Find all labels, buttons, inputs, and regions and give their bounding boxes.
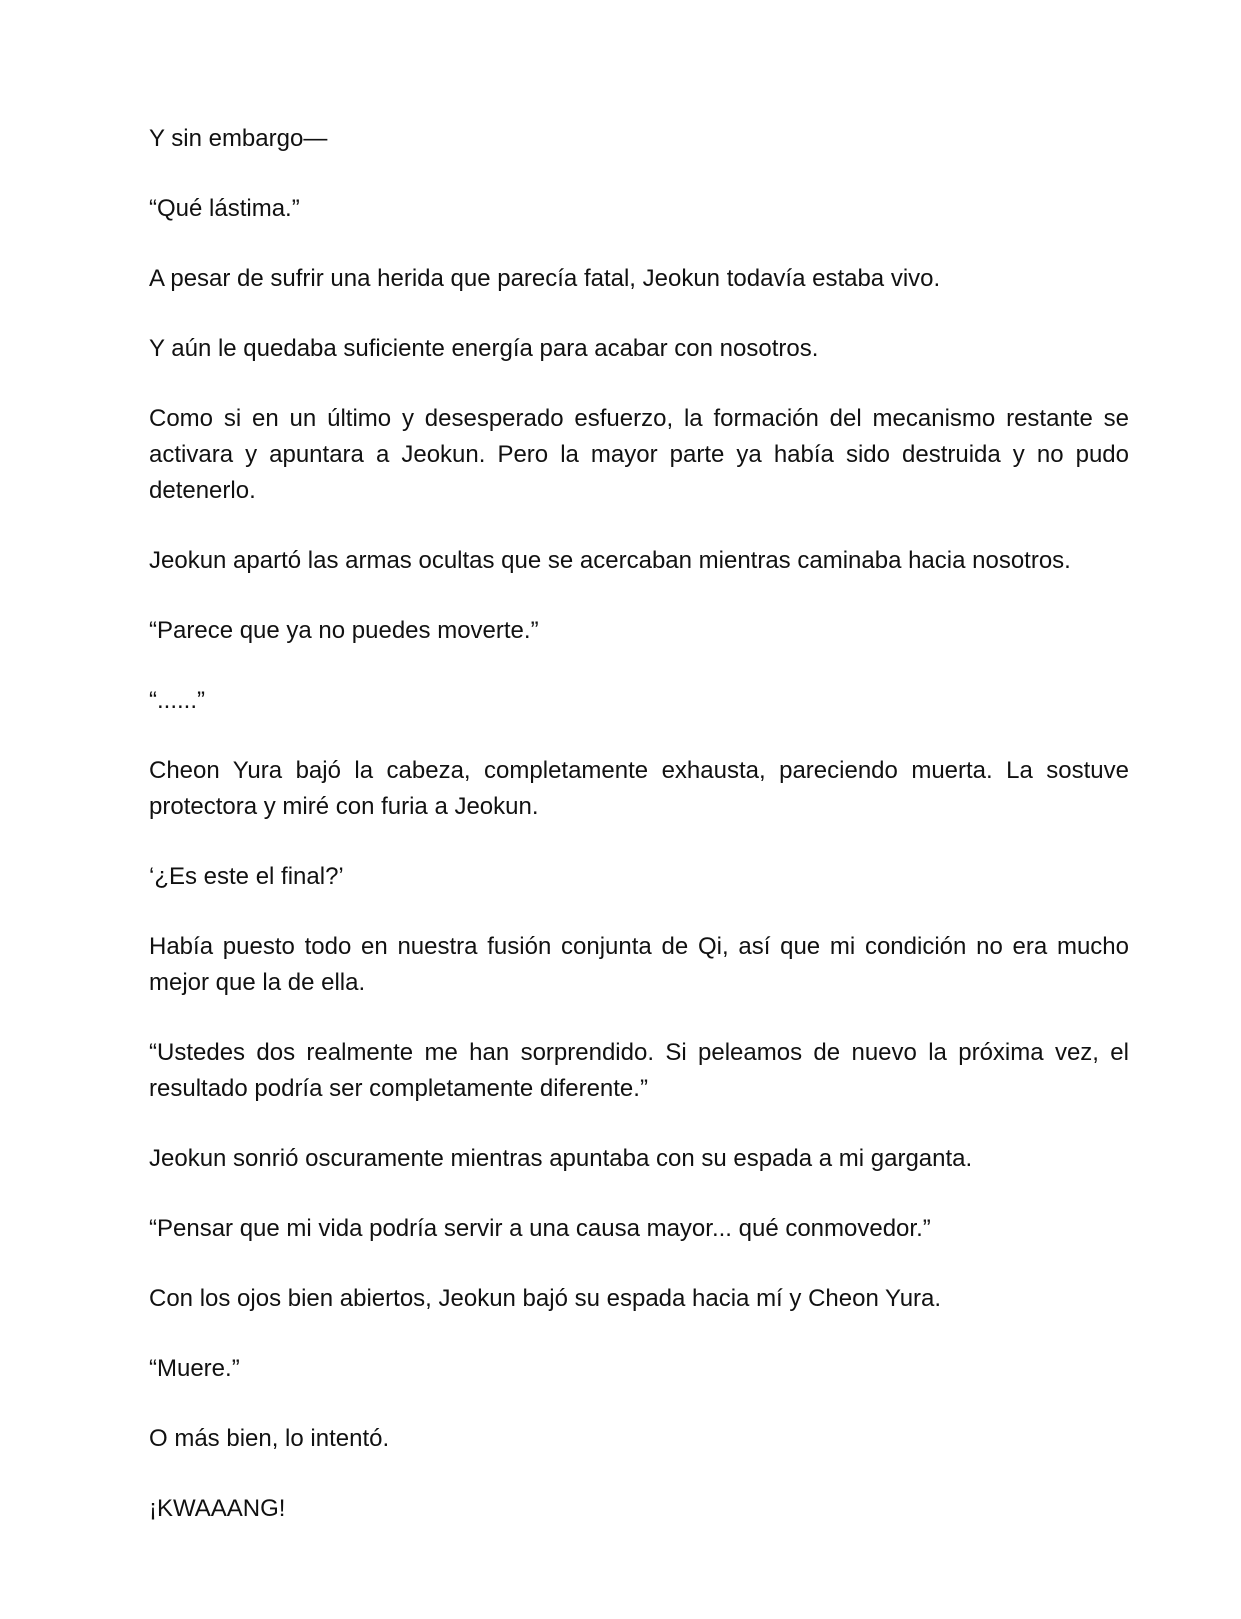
paragraph: Y sin embargo— bbox=[149, 125, 328, 152]
paragraph: Como si en un último y desesperado esfuerzo, la formación del mecanismo restante se activara y apuntara a Jeokun. Pero la mayor parte ya había sido destruida y no pudo detenerlo. bbox=[149, 405, 1129, 504]
paragraph: “Pensar que mi vida podría servir a una causa mayor... qué conmovedor.” bbox=[149, 1215, 931, 1242]
paragraph: A pesar de sufrir una herida que parecía fatal, Jeokun todavía estaba vivo. bbox=[149, 265, 941, 292]
paragraph: “Muere.” bbox=[149, 1355, 240, 1382]
paragraph: “......” bbox=[149, 687, 205, 714]
paragraph: Cheon Yura bajó la cabeza, completamente exhausta, pareciendo muerta. La sostuve protectora y miré con furia a Jeokun. bbox=[149, 757, 1129, 820]
paragraph: Y aún le quedaba suficiente energía para acabar con nosotros. bbox=[149, 335, 819, 362]
paragraph: Jeokun apartó las armas ocultas que se acercaban mientras caminaba hacia nosotros. bbox=[149, 547, 1071, 574]
paragraph: “Parece que ya no puedes moverte.” bbox=[149, 617, 539, 644]
paragraph: ‘¿Es este el final?’ bbox=[149, 863, 344, 890]
paragraph: ¡KWAAANG! bbox=[149, 1495, 286, 1522]
paragraph: “Ustedes dos realmente me han sorprendido. Si peleamos de nuevo la próxima vez, el resultado podría ser completamente diferente.” bbox=[149, 1039, 1129, 1102]
body-text bbox=[149, 121, 1129, 1561]
paragraph: O más bien, lo intentó. bbox=[149, 1425, 390, 1452]
paragraph: Con los ojos bien abiertos, Jeokun bajó su espada hacia mí y Cheon Yura. bbox=[149, 1285, 942, 1312]
paragraph: Jeokun sonrió oscuramente mientras apuntaba con su espada a mi garganta. bbox=[149, 1145, 973, 1172]
paragraph: Había puesto todo en nuestra fusión conjunta de Qi, así que mi condición no era mucho mejor que la de ella. bbox=[149, 933, 1129, 996]
paragraph: “Qué lástima.” bbox=[149, 195, 300, 222]
